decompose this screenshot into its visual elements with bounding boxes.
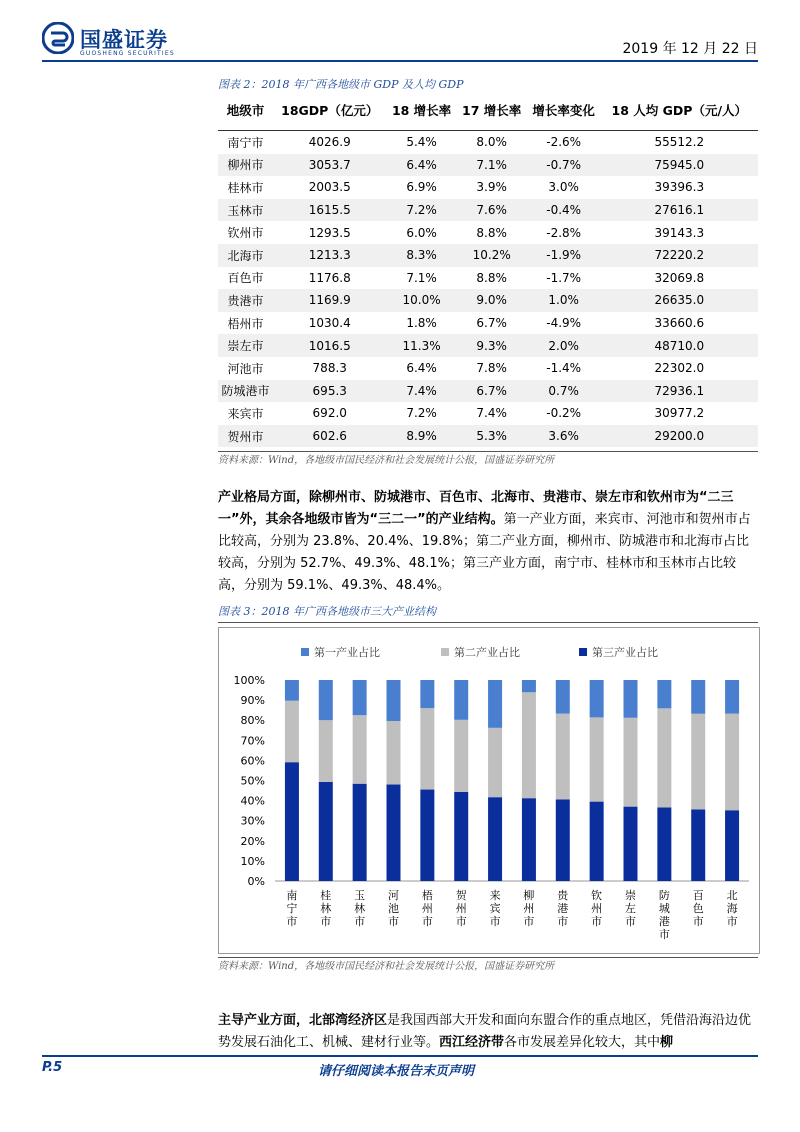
bar-segment — [657, 708, 671, 807]
value-cell: 5.4% — [406, 135, 437, 150]
value-cell: 10.0% — [387, 289, 457, 312]
value-cell: -0.4% — [527, 199, 601, 222]
footer-disclaimer: 请仔细阅读本报告末页声明 — [318, 1064, 475, 1079]
value-cell: 72220.2 — [601, 244, 758, 267]
city-cell: 贵港市 — [218, 289, 273, 312]
table-row — [218, 267, 758, 290]
value-cell: 1293.5 — [308, 225, 351, 240]
value-cell: 7.1% — [457, 154, 527, 177]
legend-swatch — [301, 648, 309, 656]
city-cell: 钦州市 — [227, 226, 264, 241]
value-cell: 7.6% — [457, 199, 527, 222]
bar-segment — [420, 680, 434, 708]
bar-segment — [590, 802, 604, 881]
table-row — [218, 425, 758, 448]
bar-segment — [353, 784, 367, 881]
value-cell: 3.6% — [527, 425, 601, 448]
legend-swatch — [441, 648, 449, 656]
p2-text-1: 是我国西部大开发和面向东盟合作的重点地区，凭借沿海沿边优势发展石油化工、机械、建材行业等。 — [218, 1013, 752, 1050]
chart-caption: 图表 3：2018 年广西各地级市三大产业结构 — [218, 605, 436, 618]
value-cell: 6.4% — [406, 361, 437, 376]
table-row — [218, 289, 758, 312]
city-cell: 桂林市 — [227, 180, 264, 195]
y-tick-label: 60% — [240, 754, 265, 768]
bar-segment — [420, 790, 434, 881]
value-cell: 3.0% — [548, 180, 579, 195]
value-cell: 1016.5 — [273, 334, 387, 357]
bar-segment — [691, 714, 705, 810]
bar-segment — [387, 680, 401, 721]
x-tick-label: 河池市 — [388, 889, 399, 928]
bar-segment — [657, 807, 671, 881]
city-cell: 崇左市 — [218, 334, 273, 357]
legend-swatch — [579, 648, 587, 656]
bar-segment — [691, 809, 705, 881]
value-cell: 75945.0 — [601, 154, 758, 177]
legend-label: 第三产业占比 — [592, 646, 658, 659]
value-cell: 48710.0 — [601, 334, 758, 357]
company-name-en: GUOSHENG SECURITIES — [80, 50, 175, 57]
value-cell: 8.8% — [476, 225, 507, 240]
value-cell: 72936.1 — [601, 380, 758, 403]
y-tick-label: 0% — [247, 875, 265, 888]
y-tick-label: 80% — [240, 714, 265, 728]
p2-bold-2: 北部湾经济区 — [309, 1013, 388, 1028]
x-tick-label: 桂林市 — [320, 889, 332, 928]
y-tick-label: 90% — [240, 694, 265, 708]
table-row — [218, 312, 758, 335]
p2-text-2: 各市发展差异化较大，其中 — [504, 1035, 661, 1050]
value-cell: 695.3 — [273, 380, 387, 403]
value-cell: 9.3% — [457, 334, 527, 357]
value-cell: 39143.3 — [654, 225, 705, 240]
bar-segment — [488, 728, 502, 797]
x-tick-label: 柳州市 — [523, 889, 535, 928]
table-row — [218, 357, 758, 380]
value-cell: 1.0% — [527, 289, 601, 312]
legend-label: 第二产业占比 — [454, 646, 520, 659]
chart-top-rule — [218, 622, 758, 623]
chart-frame — [218, 627, 760, 954]
value-cell: 11.3% — [387, 334, 457, 357]
value-cell: -0.7% — [527, 154, 601, 177]
city-cell: 玉林市 — [218, 199, 273, 222]
value-cell: -1.4% — [546, 361, 582, 376]
city-cell: 河池市 — [227, 361, 264, 376]
value-cell: 1213.3 — [273, 244, 387, 267]
bar-segment — [522, 798, 536, 881]
report-date: 2019 年 12 月 22 日 — [622, 41, 758, 57]
p2-bold-3: 西江经济带 — [439, 1035, 505, 1050]
industry-structure-paragraph — [218, 487, 758, 597]
value-cell: 7.2% — [387, 199, 457, 222]
value-cell: 30977.2 — [654, 406, 705, 421]
table-source: 资料来源：Wind，各地级市国民经济和社会发展统计公报，国盛证券研究所 — [218, 455, 555, 466]
value-cell: 8.3% — [387, 244, 457, 267]
value-cell: -2.6% — [546, 135, 582, 150]
value-cell: -4.9% — [546, 316, 582, 331]
bar-segment — [353, 680, 367, 715]
value-cell: 1.8% — [406, 316, 437, 331]
legend-label: 第一产业占比 — [314, 646, 380, 659]
chart-source: 资料来源：Wind，各地级市国民经济和社会发展统计公报，国盛证券研究所 — [218, 961, 555, 972]
y-tick-label: 50% — [240, 774, 265, 788]
city-cell: 贺州市 — [218, 425, 273, 448]
bar-segment — [285, 701, 299, 763]
value-cell: 7.4% — [476, 406, 507, 421]
value-cell: 5.3% — [457, 425, 527, 448]
value-cell: 6.0% — [406, 225, 437, 240]
footer-divider — [42, 1055, 758, 1057]
value-cell: 4026.9 — [308, 135, 351, 150]
x-tick-label: 钦州市 — [591, 889, 603, 928]
bar-segment — [556, 680, 570, 714]
city-cell: 柳州市 — [218, 154, 273, 177]
bar-segment — [454, 680, 468, 720]
value-cell: 7.8% — [476, 361, 507, 376]
value-cell: 1615.5 — [273, 199, 387, 222]
bar-segment — [454, 720, 468, 792]
bar-segment — [285, 680, 299, 701]
value-cell: 602.6 — [273, 425, 387, 448]
bar-segment — [657, 680, 671, 708]
value-cell: 6.7% — [476, 316, 507, 331]
value-cell: 1176.8 — [308, 270, 351, 285]
city-cell: 南宁市 — [227, 135, 264, 150]
y-tick-label: 20% — [240, 834, 265, 848]
value-cell: 22302.0 — [654, 361, 705, 376]
page-header — [0, 0, 800, 70]
value-cell: 7.1% — [406, 270, 437, 285]
column-header: 增长率变化 — [527, 90, 601, 131]
column-header: 地级市 — [218, 90, 273, 131]
bar-segment — [319, 680, 333, 720]
company-name: 国盛证券 — [80, 28, 168, 52]
value-cell: 6.7% — [457, 380, 527, 403]
x-tick-label: 崇左市 — [625, 889, 636, 928]
value-cell: 3.9% — [476, 180, 507, 195]
value-cell: 2.0% — [527, 334, 601, 357]
value-cell: 29200.0 — [601, 425, 758, 448]
value-cell: 26635.0 — [601, 289, 758, 312]
bar-segment — [624, 718, 638, 807]
value-cell: 33660.6 — [654, 316, 705, 331]
x-tick-label: 贵港市 — [557, 889, 569, 928]
bar-segment — [725, 680, 739, 714]
table-row — [218, 221, 758, 244]
city-cell: 防城港市 — [218, 380, 273, 403]
bar-segment — [387, 721, 401, 785]
city-cell: 来宾市 — [227, 406, 264, 421]
value-cell: -1.7% — [546, 270, 582, 285]
value-cell: 692.0 — [312, 406, 347, 421]
column-header: 17 增长率 — [457, 90, 527, 131]
y-tick-label: 100% — [233, 674, 265, 687]
x-tick-label: 来宾市 — [489, 889, 501, 928]
paragraph-body: 第一产业方面，来宾市、河池市和贺州市占比较高，分别为 23.8%、20.4%、19.8%；第二产业方面，柳州市、防城港市和北海市占比较高，分别为 52.7%、49.3%、48.1%；第三产业方面，南宁市、桂林市和玉林市占比较高，分别为 59.1%、49.3%、48.4%。 — [218, 512, 751, 593]
bar-segment — [725, 810, 739, 881]
table-row — [218, 199, 758, 222]
y-tick-label: 40% — [240, 794, 265, 808]
value-cell: 55512.2 — [654, 135, 705, 150]
table-body — [218, 131, 758, 448]
column-header: 18GDP（亿元） — [273, 90, 387, 131]
value-cell: 7.2% — [406, 406, 437, 421]
bar-segment — [285, 762, 299, 881]
x-tick-label: 南宁市 — [286, 889, 298, 928]
table-row — [218, 334, 758, 357]
value-cell: 10.2% — [457, 244, 527, 267]
value-cell: -1.9% — [527, 244, 601, 267]
value-cell: -0.2% — [546, 406, 582, 421]
value-cell: 8.9% — [387, 425, 457, 448]
bar-segment — [420, 708, 434, 789]
bar-segment — [353, 715, 367, 784]
value-cell: 1030.4 — [308, 316, 351, 331]
value-cell: 2003.5 — [308, 180, 351, 195]
table-row — [218, 244, 758, 267]
column-header: 18 人均 GDP（元/人） — [601, 90, 758, 131]
column-header: 18 增长率 — [387, 90, 457, 131]
bar-segment — [454, 792, 468, 881]
bar-segment — [624, 807, 638, 881]
table-row — [218, 131, 758, 154]
paragraph-lead: 产业格局方面，除柳州市、防城港市、百色市、北海市、贵港市、崇左市和钦州市为“二三一”外，其余各地级市皆为“三二一”的产业结构。 — [218, 490, 734, 527]
value-cell: 9.0% — [457, 289, 527, 312]
value-cell: 3053.7 — [273, 154, 387, 177]
bar-segment — [590, 717, 604, 801]
table-caption: 图表 2：2018 年广西各地级市 GDP 及人均 GDP — [218, 78, 464, 91]
value-cell: 6.4% — [387, 154, 457, 177]
p2-bold-4: 柳 — [660, 1035, 674, 1050]
bar-segment — [387, 785, 401, 881]
value-cell: 32069.8 — [654, 270, 705, 285]
bar-segment — [319, 782, 333, 881]
bar-segment — [590, 680, 604, 717]
value-cell: 788.3 — [312, 361, 347, 376]
x-tick-label: 防城港市 — [658, 889, 670, 941]
x-tick-label: 百色市 — [692, 889, 704, 928]
bar-segment — [522, 692, 536, 798]
x-tick-label: 贺州市 — [455, 889, 467, 928]
city-cell: 北海市 — [218, 244, 273, 267]
table-header-row — [218, 90, 758, 131]
bar-segment — [725, 714, 739, 811]
city-cell: 百色市 — [227, 271, 264, 286]
x-tick-label: 玉林市 — [354, 889, 366, 928]
bar-segment — [624, 680, 638, 718]
bar-segment — [556, 714, 570, 800]
table-row — [218, 176, 758, 199]
bar-segment — [488, 680, 502, 728]
value-cell: 6.9% — [406, 180, 437, 195]
value-cell: 0.7% — [527, 380, 601, 403]
value-cell: -2.8% — [546, 225, 582, 240]
y-tick-label: 30% — [240, 814, 265, 828]
y-tick-label: 70% — [240, 734, 265, 748]
leading-industry-paragraph — [218, 1010, 758, 1054]
bar-segment — [522, 680, 536, 692]
table-row — [218, 402, 758, 425]
value-cell: 1169.9 — [273, 289, 387, 312]
header-divider — [42, 60, 758, 62]
x-tick-label: 梧州市 — [421, 889, 433, 928]
guosheng-logo-icon — [42, 22, 74, 54]
x-tick-label: 北海市 — [726, 889, 738, 928]
value-cell: 8.0% — [476, 135, 507, 150]
bar-segment — [556, 799, 570, 881]
value-cell: 7.4% — [387, 380, 457, 403]
value-cell: 8.8% — [476, 270, 507, 285]
table-row — [218, 154, 758, 177]
page-number: P.5 — [42, 1060, 63, 1075]
table-row — [218, 380, 758, 403]
value-cell: 39396.3 — [654, 180, 705, 195]
gdp-table — [218, 90, 758, 447]
p2-bold-1: 主导产业方面， — [218, 1013, 310, 1028]
industry-structure-chart — [219, 628, 759, 953]
bar-segment — [691, 680, 705, 714]
y-tick-label: 10% — [240, 854, 265, 868]
bar-segment — [488, 797, 502, 881]
city-cell: 梧州市 — [227, 316, 264, 331]
bar-segment — [319, 720, 333, 782]
value-cell: 27616.1 — [601, 199, 758, 222]
